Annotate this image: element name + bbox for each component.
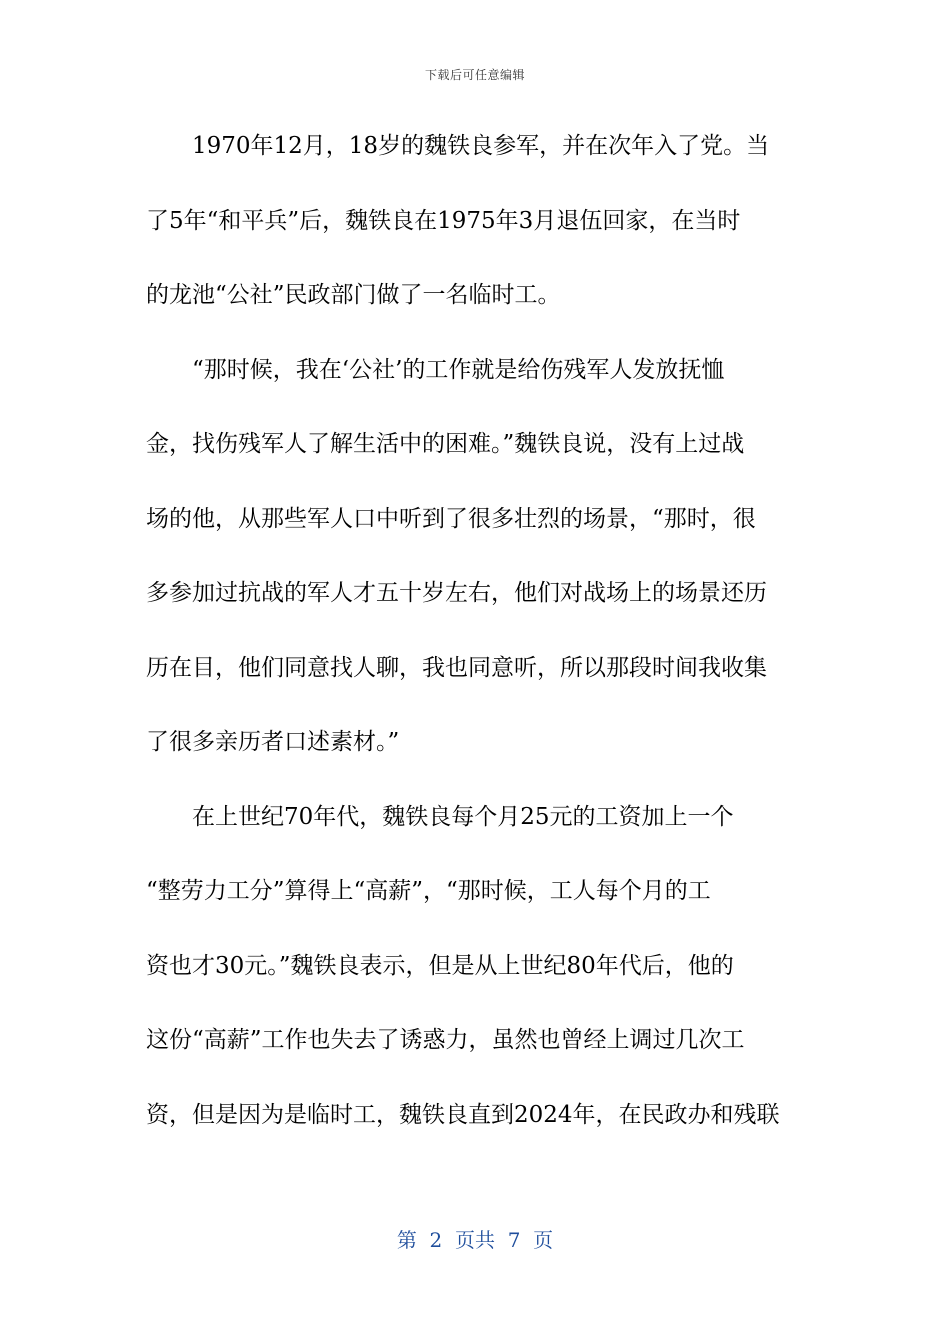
text-line: “那时候，我在‘公社’的工作就是给伤残军人发放抚恤 bbox=[146, 356, 725, 383]
text-line: 这份“高薪”工作也失去了诱惑力，虽然也曾经上调过几次工 bbox=[146, 1027, 745, 1053]
text-line: 资，但是因为是临时工，魏铁良直到2024年，在民政办和残联 bbox=[146, 1101, 780, 1128]
text-line: 1970年12月，18岁的魏铁良参军，并在次年入了党。当 bbox=[146, 133, 770, 159]
text-line: 了很多亲历者口述素材。” bbox=[146, 729, 400, 755]
text-line: 了5年“和平兵”后，魏铁良在1975年3月退伍回家，在当时 bbox=[146, 207, 741, 234]
text-line: 在上世纪70年代，魏铁良每个月25元的工资加上一个 bbox=[146, 803, 734, 830]
text-line: 金，找伤残军人了解生活中的困难。”魏铁良说，没有上过战 bbox=[146, 431, 745, 457]
text-line: 历在目，他们同意找人聊，我也同意听，所以那段时间我收集 bbox=[146, 654, 767, 681]
text-line: 多参加过抗战的军人才五十岁左右，他们对战场上的场景还历 bbox=[146, 580, 767, 606]
page-number-footer: 第 2 页共 7 页 bbox=[396, 1228, 554, 1252]
body-text bbox=[146, 126, 802, 1169]
text-line: 场的他，从那些军人口中听到了很多壮烈的场景，“那时，很 bbox=[146, 505, 756, 532]
text-line: “整劳力工分”算得上“高薪”，“那时候，工人每个月的工 bbox=[146, 878, 711, 904]
text-line: 资也才30元。”魏铁良表示，但是从上世纪80年代后，他的 bbox=[146, 952, 734, 979]
text-line: 的龙池“公社”民政部门做了一名临时工。 bbox=[146, 282, 561, 308]
header-note: 下载后可任意编辑 bbox=[424, 68, 525, 82]
